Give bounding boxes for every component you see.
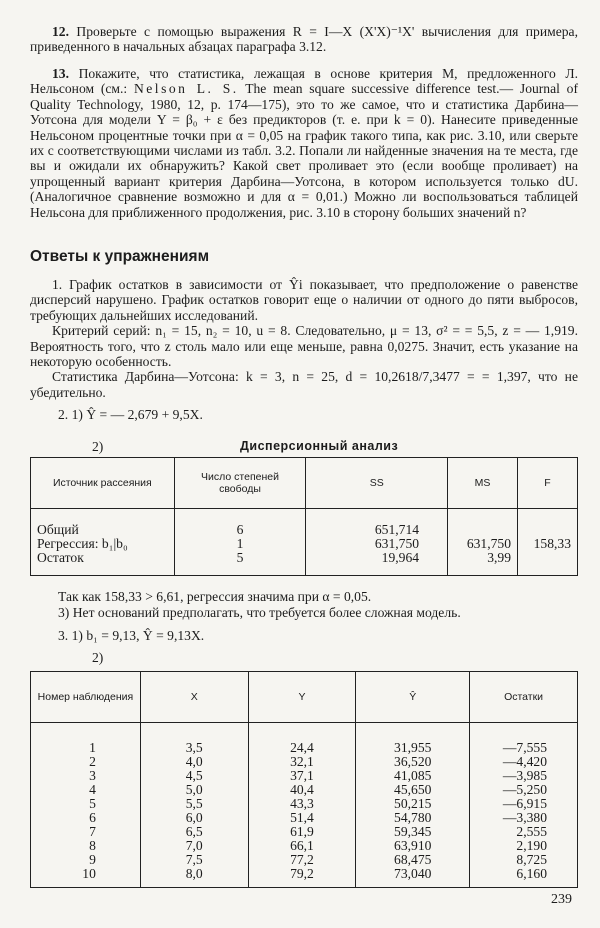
obs-residual: 2,190 — [516, 838, 547, 853]
obs-y: 61,9 — [290, 824, 314, 839]
anova-body-row — [31, 509, 578, 576]
obs-yhat: 68,475 — [394, 852, 432, 867]
answer-2-line-1: 2. 1) Ŷ = — 2,679 + 9,5X. — [58, 407, 203, 422]
anova-header-row — [31, 458, 578, 509]
anova-f — [524, 523, 571, 537]
obs-yhat-col — [356, 723, 470, 888]
answer-2-caption-row — [92, 438, 572, 456]
anova-df: 5 — [236, 550, 244, 565]
anova-ms: 631,750 — [466, 536, 511, 551]
anova-sources — [31, 509, 175, 576]
obs-x: 7,0 — [185, 838, 203, 853]
obs-x: 5,0 — [185, 782, 203, 797]
anova-df: 1 — [236, 536, 244, 551]
obs-yhat: 31,955 — [394, 740, 432, 755]
obs-y: 51,4 — [290, 810, 314, 825]
answer-3-sub-label: 2) — [92, 650, 104, 665]
obs-x: 6,5 — [185, 824, 203, 839]
obs-body-row — [31, 723, 578, 888]
obs-y: 37,1 — [290, 768, 314, 783]
anova-ss-col — [306, 509, 448, 576]
answers-heading: Ответы к упражнениям — [30, 248, 210, 265]
obs-yhat: 50,215 — [394, 796, 432, 811]
obs-y: 79,2 — [290, 866, 314, 881]
obs-x: 6,0 — [185, 810, 203, 825]
answer-2-after-1: Так как 158,33 > 6,61, регрессия значима при α = 0,05. — [58, 589, 372, 604]
obs-n: 4 — [89, 782, 96, 797]
obs-n-col — [31, 723, 141, 888]
obs-y: 24,4 — [290, 740, 314, 755]
anova-f-col — [518, 509, 578, 576]
exercise-13-text-a: Покажите, что статистика, лежащая в основе критерия M, предложенного Л. Нельсоном (см.: — [30, 66, 578, 97]
answer-1-para-1: 1. График остатков в зависимости от Ŷi показывает, что предположение о равенстве дисперсий нарушено. График остатков говорит еще о наличии от одного до пяти выбросов, требующих дальнейших исследований. — [30, 277, 578, 323]
anova-header-ss: SS — [306, 458, 448, 509]
anova-ms — [454, 523, 511, 537]
obs-n: 9 — [89, 852, 96, 867]
answer-3-line-1: 3. 1) b₁ = 9,13, Ŷ = 9,13X. — [58, 628, 205, 643]
exercise-13-number: 13. — [52, 66, 69, 81]
answers-heading-block — [30, 248, 578, 266]
obs-header-residuals: Остатки — [470, 672, 578, 723]
obs-res-col — [470, 723, 578, 888]
obs-residual: —7,555 — [502, 740, 547, 755]
obs-n: 10 — [82, 866, 96, 881]
obs-header-n: Номер наблюдения — [31, 672, 141, 723]
anova-source: Регрессия: b₁|b₀ — [37, 536, 128, 551]
obs-y: 32,1 — [290, 754, 314, 769]
obs-yhat: 59,345 — [394, 824, 432, 839]
anova-ms-col — [448, 509, 518, 576]
obs-n: 5 — [89, 796, 96, 811]
obs-residual: —6,915 — [502, 796, 547, 811]
anova-table — [30, 457, 578, 576]
obs-n: 8 — [89, 838, 96, 853]
obs-y: 40,4 — [290, 782, 314, 797]
obs-residual: —3,985 — [502, 768, 547, 783]
obs-header-yhat: Ŷ — [356, 672, 470, 723]
obs-yhat: 54,780 — [394, 810, 432, 825]
obs-n: 1 — [89, 740, 96, 755]
obs-x-col — [140, 723, 248, 888]
obs-n: 6 — [89, 810, 96, 825]
anova-ss: 19,964 — [381, 550, 420, 565]
exercise-13-text-b: The mean square successive difference test.— Journal of Quality Technology, 1980, 12, p. 174—175), это то же самое, что и статистика Дарбина—Уотсона для модели Y = β₀ + ε без предикторов (т. е. при k = 0). Нанесите приведенные Нельсоном процентные точки при α = 0,05 на график такого типа, как рис. 3.10, или сверьте их с соответствующими числами из табл. 3.2. Попали ли найденные значения на те места, где вы и ожидали их обнаружить? Какой свет проливает это (если вообще проливает) на упрощенный вариант критерия Дарбина—Уотсона, в котором используется только dU. (Аналогичное сравнение возможно и для α = 0,01.) Можно ли воспользоваться таблицей Нельсона для приближенного продолжения, рис. 3.10 в сторону больших значений n? — [30, 81, 579, 220]
exercise-12-text: Проверьте с помощью выражения R = I—X (X'X)⁻¹X' вычисления для примера, приведенного в начальных абзацах параграфа 3.12. — [30, 24, 578, 55]
obs-x: 5,5 — [185, 796, 203, 811]
anova-df: 6 — [236, 522, 244, 537]
anova-ss: 631,750 — [374, 536, 420, 551]
obs-x: 8,0 — [185, 866, 203, 881]
obs-x: 3,5 — [185, 740, 203, 755]
obs-n: 2 — [89, 754, 96, 769]
obs-yhat: 63,910 — [394, 838, 432, 853]
obs-residual: 2,555 — [516, 824, 547, 839]
obs-y: 77,2 — [290, 852, 314, 867]
anova-header-source: Источник рассеяния — [31, 458, 175, 509]
obs-residual: 8,725 — [516, 852, 547, 867]
exercise-12 — [30, 24, 578, 55]
exercise-13-author: Nelson L. S. — [133, 81, 239, 97]
obs-yhat: 45,650 — [394, 782, 432, 797]
page-number: 239 — [551, 892, 572, 907]
answer-1 — [30, 277, 578, 400]
obs-x: 4,5 — [185, 768, 203, 783]
anova-f: 158,33 — [533, 536, 571, 551]
answer-1-para-2: Критерий серий: n₁ = 15, n₂ = 10, u = 8. Следовательно, μ = 13, σ² = = 5,5, z = — 1,919. Вероятность того, что z столь мало или еще меньше, равна 0,0275. Значит, есть указание на некоторую особенность. — [30, 323, 578, 370]
obs-residual: —5,250 — [502, 782, 547, 797]
anova-ss: 651,714 — [374, 522, 420, 537]
obs-residual: —4,420 — [502, 754, 547, 769]
answer-1-para-3: Статистика Дарбина—Уотсона: k = 3, n = 25, d = 10,2618/7,3477 = = 1,397, что не убедительно. — [30, 369, 578, 400]
obs-residual: —3,380 — [502, 810, 547, 825]
anova-caption: Дисперсионный анализ — [240, 439, 399, 453]
answer-2-sub-label: 2) — [92, 439, 104, 454]
obs-header-y: Y — [248, 672, 356, 723]
anova-header-f: F — [518, 458, 578, 509]
obs-y: 43,3 — [290, 796, 314, 811]
exercise-12-number: 12. — [52, 24, 69, 39]
anova-source: Общий — [37, 522, 79, 537]
obs-yhat: 36,520 — [394, 754, 432, 769]
obs-header-x: X — [140, 672, 248, 723]
obs-yhat: 73,040 — [394, 866, 432, 881]
obs-y: 66,1 — [290, 838, 314, 853]
obs-x: 4,0 — [185, 754, 203, 769]
anova-df-col — [174, 509, 306, 576]
obs-header-row — [31, 672, 578, 723]
exercise-13 — [30, 66, 578, 220]
anova-ms: 3,99 — [487, 550, 511, 565]
obs-n: 7 — [89, 824, 96, 839]
anova-header-df: Число степеней свободы — [174, 458, 306, 509]
obs-x: 7,5 — [185, 852, 203, 867]
obs-residual: 6,160 — [516, 866, 547, 881]
obs-y-col — [248, 723, 356, 888]
obs-n: 3 — [89, 768, 96, 783]
anova-source: Остаток — [37, 550, 84, 565]
obs-yhat: 41,085 — [394, 768, 432, 783]
answer-2-after-2: 3) Нет оснований предполагать, что требуется более сложная модель. — [58, 605, 461, 620]
anova-header-ms: MS — [448, 458, 518, 509]
observations-table — [30, 671, 578, 888]
